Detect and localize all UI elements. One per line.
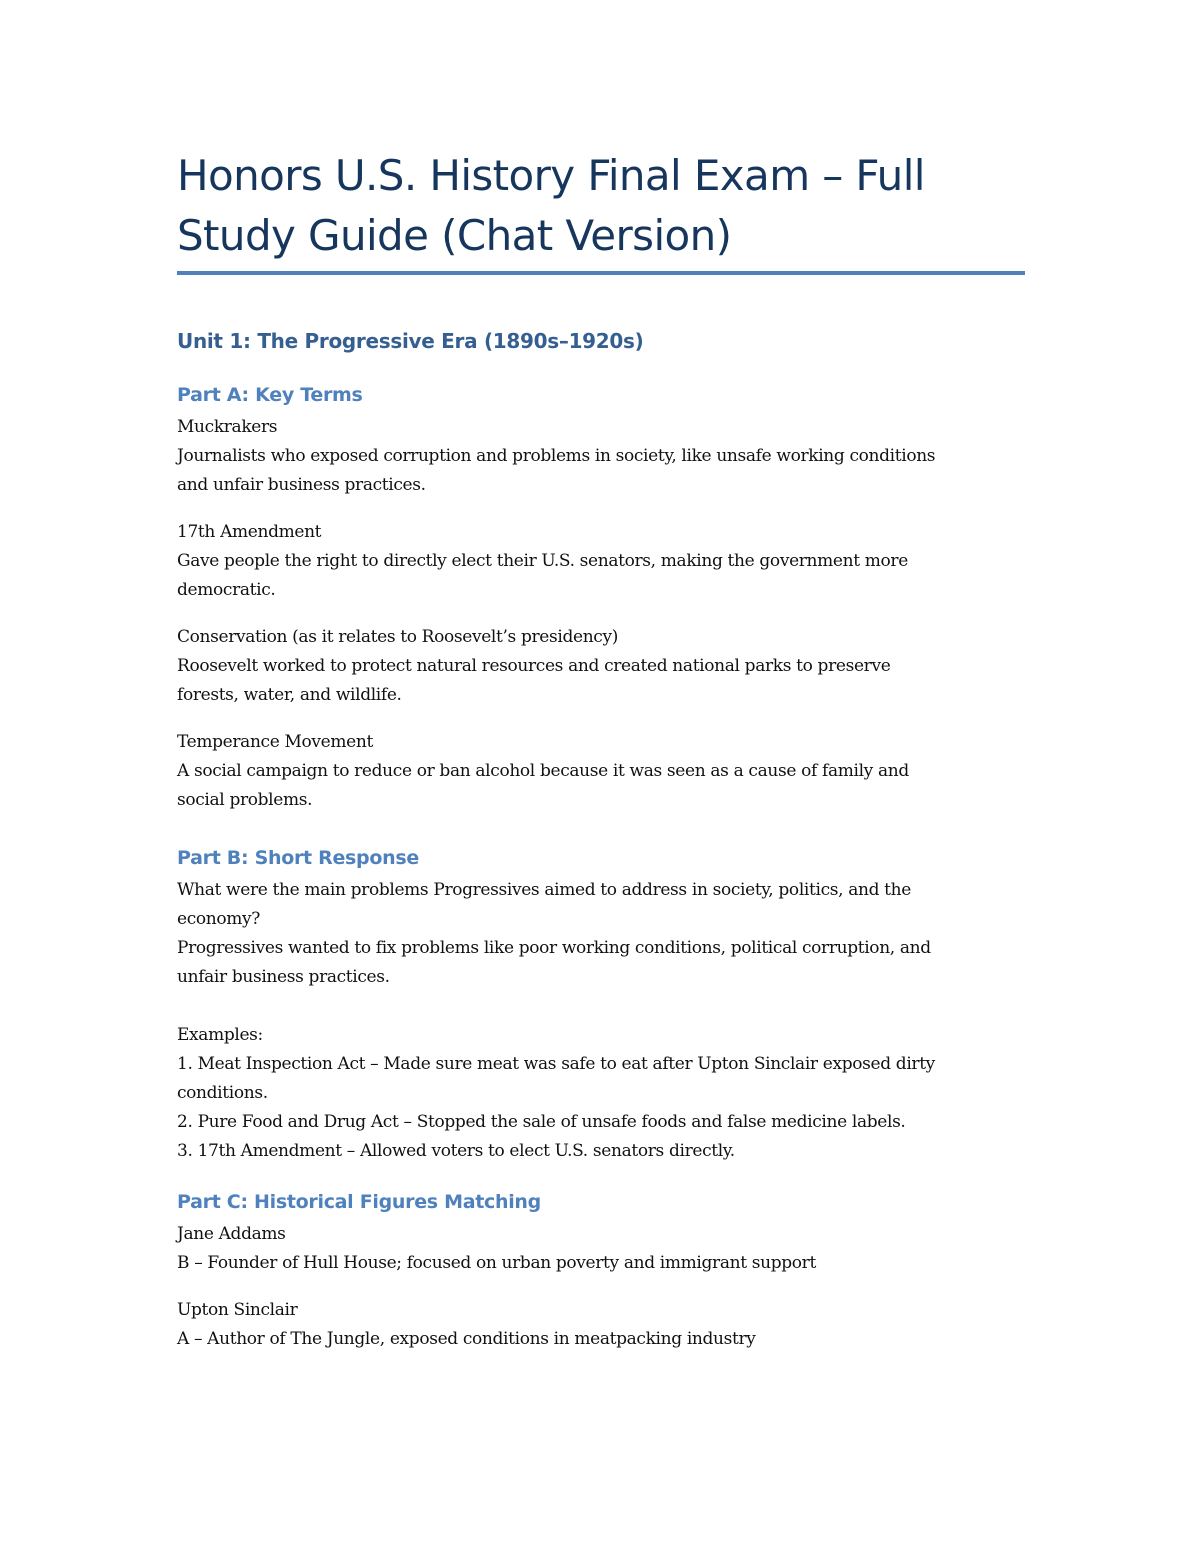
figure-match-entry bbox=[177, 1220, 1025, 1278]
part-b-section bbox=[177, 844, 1025, 1166]
example-line: conditions. bbox=[177, 1083, 268, 1103]
figure-name: Jane Addams bbox=[177, 1224, 286, 1244]
key-term-entry bbox=[177, 413, 1025, 500]
example-line: 3. 17th Amendment – Allowed voters to elect U.S. senators directly. bbox=[177, 1141, 735, 1161]
short-response-block bbox=[177, 876, 1025, 1166]
document-title-line: Study Guide (Chat Version) bbox=[177, 211, 732, 260]
examples-label: Examples: bbox=[177, 1025, 263, 1045]
key-term-name: Temperance Movement bbox=[177, 732, 373, 752]
part-a-heading: Part A: Key Terms bbox=[177, 384, 363, 406]
document-title-line: Honors U.S. History Final Exam – Full bbox=[177, 151, 925, 200]
figure-match-description: B – Founder of Hull House; focused on urban poverty and immigrant support bbox=[177, 1253, 816, 1273]
figure-match-description: A – Author of The Jungle, exposed conditions in meatpacking industry bbox=[177, 1329, 756, 1349]
key-term-name: Muckrakers bbox=[177, 417, 278, 437]
document-title bbox=[177, 146, 1025, 266]
part-a-section bbox=[177, 381, 1025, 833]
title-underline-rule bbox=[177, 271, 1025, 275]
key-term-entry bbox=[177, 518, 1025, 605]
key-term-definition-line: forests, water, and wildlife. bbox=[177, 685, 402, 705]
part-c-heading: Part C: Historical Figures Matching bbox=[177, 1191, 541, 1213]
unit-heading: Unit 1: The Progressive Era (1890s–1920s) bbox=[177, 329, 644, 353]
question-line: What were the main problems Progressives aimed to address in society, politics, and the bbox=[177, 880, 911, 900]
answer-line: Progressives wanted to fix problems like poor working conditions, political corruption, and bbox=[177, 938, 931, 958]
question-line: economy? bbox=[177, 909, 261, 929]
example-line: 1. Meat Inspection Act – Made sure meat was safe to eat after Upton Sinclair exposed dirty bbox=[177, 1054, 935, 1074]
key-term-entry bbox=[177, 623, 1025, 710]
key-term-definition-line: Journalists who exposed corruption and problems in society, like unsafe working conditions bbox=[177, 446, 936, 466]
figure-name: Upton Sinclair bbox=[177, 1300, 298, 1320]
key-term-definition-line: Roosevelt worked to protect natural resources and created national parks to preserve bbox=[177, 656, 891, 676]
part-c-section bbox=[177, 1188, 1025, 1372]
key-term-definition-line: A social campaign to reduce or ban alcohol because it was seen as a cause of family and bbox=[177, 761, 909, 781]
part-b-heading: Part B: Short Response bbox=[177, 847, 419, 869]
key-term-definition-line: democratic. bbox=[177, 580, 276, 600]
key-term-definition-line: and unfair business practices. bbox=[177, 475, 426, 495]
key-term-definition-line: Gave people the right to directly elect their U.S. senators, making the government more bbox=[177, 551, 908, 571]
key-term-name: 17th Amendment bbox=[177, 522, 322, 542]
key-term-definition-line: social problems. bbox=[177, 790, 313, 810]
key-term-name: Conservation (as it relates to Roosevelt’s presidency) bbox=[177, 627, 619, 647]
example-line: 2. Pure Food and Drug Act – Stopped the sale of unsafe foods and false medicine labels. bbox=[177, 1112, 906, 1132]
key-term-entry bbox=[177, 728, 1025, 815]
blank-line bbox=[177, 992, 1025, 1021]
figure-match-entry bbox=[177, 1296, 1025, 1354]
answer-line: unfair business practices. bbox=[177, 967, 390, 987]
